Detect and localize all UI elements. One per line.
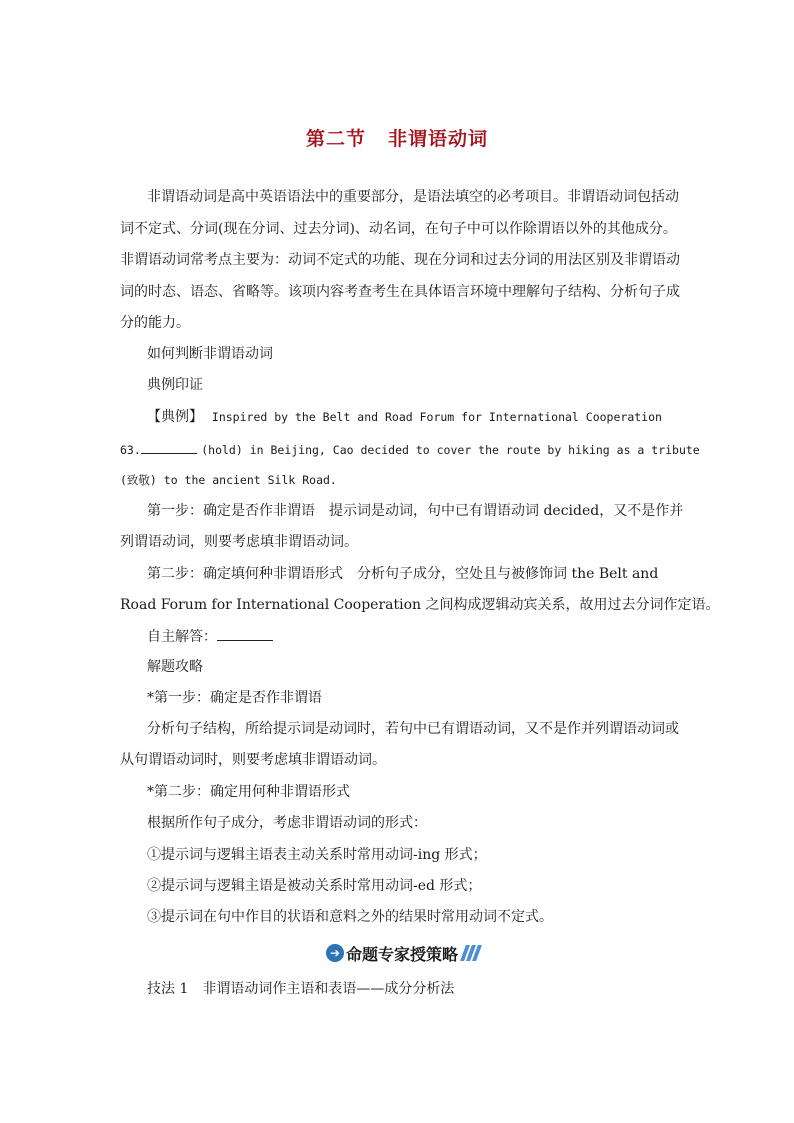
step1-line-b: 列谓语动词，则要考虑填非谓语动词。 <box>120 534 358 550</box>
section-number: 第二节 <box>305 128 366 150</box>
section-title <box>0 124 794 151</box>
banner-text: 命题专家授策略 <box>346 944 459 964</box>
intro-line-1: 非谓语动词是高中英语语法中的重要部分，是语法填空的必考项目。非谓语动词包括动 <box>147 189 679 205</box>
self-answer-label: 自主解答： <box>147 629 217 645</box>
strategy-step1-line-a: 分析句子结构，所给提示词是动词时，若句中已有谓语动词，又不是作并列谓语动词或 <box>147 721 679 737</box>
step1-line-a: 第一步：确定是否作非谓语 提示词是动词，句中已有谓语动词 decided，又不是作并 <box>147 503 684 519</box>
expert-strategy-banner <box>326 940 479 966</box>
section-topic: 非谓语动词 <box>388 128 489 150</box>
intro-line-4: 词的时态、语态、省略等。该项内容考查考生在具体语言环境中理解句子结构、分析句子成 <box>120 284 680 300</box>
self-answer-line <box>147 626 273 647</box>
example-text-2: (hold) in Beijing, Cao decided to cover the route by hiking as a tribute <box>201 443 700 457</box>
strategy-rule-2: ②提示词与逻辑主语是被动关系时常用动词-ed 形式； <box>147 878 482 894</box>
strategy-rule-3: ③提示词在句中作目的状语和意料之外的结果时常用动词不定式。 <box>147 909 553 925</box>
banner-stripes <box>461 945 479 961</box>
technique-heading: 技法 1 非谓语动词作主语和表语——成分分析法 <box>147 981 455 997</box>
step2-line-b: Road Forum for International Cooperation 之间构成逻辑动宾关系，故用过去分词作定语。 <box>120 597 720 613</box>
example-line-2 <box>120 439 700 460</box>
answer-blank[interactable] <box>141 439 197 454</box>
heading-example: 典例印证 <box>147 377 203 393</box>
intro-line-3: 非谓语动词常考点主要为：动词不定式的功能、现在分词和过去分词的用法区别及非谓语动 <box>120 252 680 268</box>
intro-line-2: 词不定式、分词(现在分词、过去分词)、动名词，在句子中可以作除谓语以外的其他成分。 <box>120 221 677 237</box>
question-number: 63. <box>120 443 141 457</box>
strategy-step1-title: *第一步：确定是否作非谓语 <box>147 690 322 706</box>
strategy-heading: 解题攻略 <box>147 659 203 675</box>
heading-how: 如何判断非谓语动词 <box>147 346 273 362</box>
example-text-1: Inspired by the Belt and Road Forum for International Cooperation <box>211 410 662 424</box>
example-line-1 <box>147 407 662 427</box>
strategy-step2-title: *第二步：确定用何种非谓语形式 <box>147 784 350 800</box>
example-tag: 【典例】 <box>147 409 203 425</box>
step2-line-a: 第二步：确定填何种非谓语形式 分析句子成分，空处且与被修饰词 the Belt and <box>147 566 659 582</box>
example-line-3: (致敬) to the ancient Silk Road. <box>120 473 337 487</box>
strategy-rule-1: ①提示词与逻辑主语表主动关系时常用动词-ing 形式； <box>147 847 487 863</box>
self-answer-blank[interactable] <box>217 626 273 641</box>
arrow-right-icon: ➔ <box>326 944 344 962</box>
intro-line-5: 分的能力。 <box>120 315 190 331</box>
strategy-step1-line-b: 从句谓语动词时，则要考虑填非谓语动词。 <box>120 752 386 768</box>
strategy-step2-line-a: 根据所作句子成分，考虑非谓语动词的形式： <box>147 815 427 831</box>
